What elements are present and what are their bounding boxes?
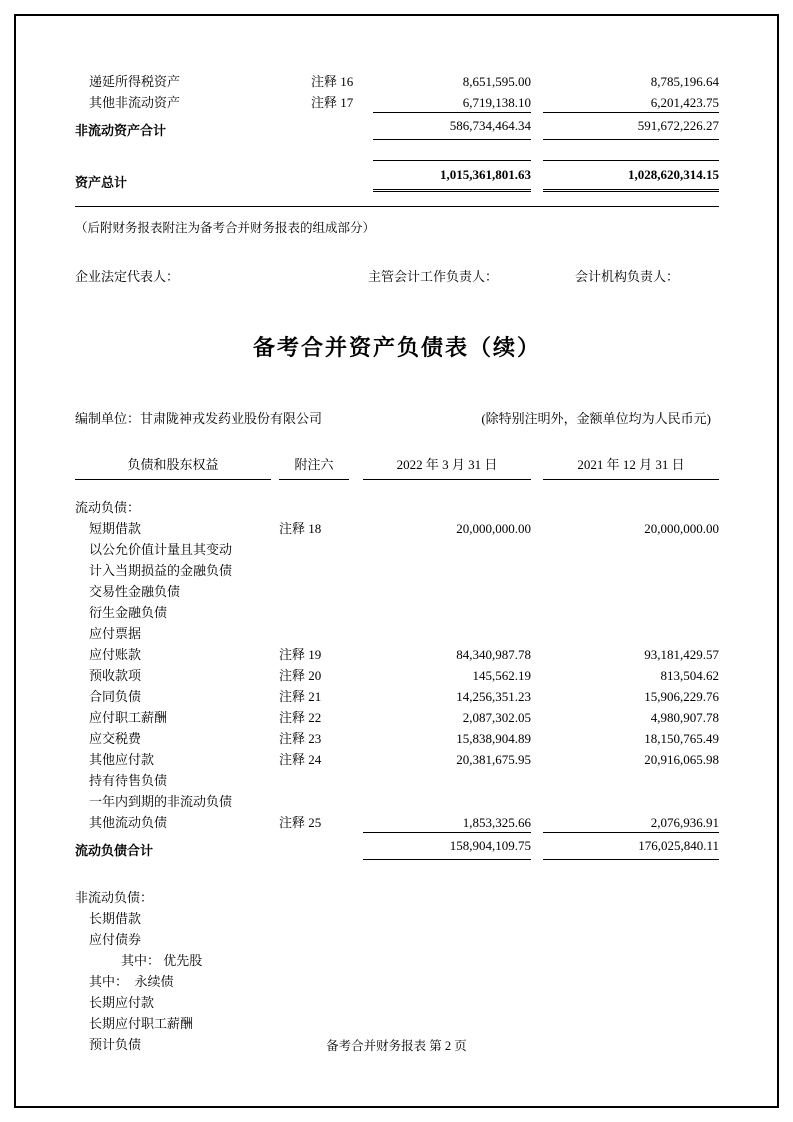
- row-label: 应付账款: [89, 647, 142, 662]
- row-note-ref: 注释 24: [279, 752, 322, 767]
- table-row: [75, 1012, 719, 1033]
- row-label: 交易性金融负债: [89, 584, 181, 599]
- row-note-ref: 注释 18: [279, 521, 322, 536]
- row-value-current-period: 158,904,109.75: [363, 832, 531, 860]
- assets-table-continued: [75, 70, 719, 192]
- row-label: 流动负债：: [75, 500, 141, 515]
- header-liabilities-equity: 负债和股东权益: [75, 455, 271, 480]
- table-row: [75, 727, 719, 748]
- row-label: 递延所得税资产: [89, 74, 181, 89]
- table-row: [75, 949, 719, 970]
- table-row: [75, 970, 719, 991]
- row-note-ref: 注释 21: [279, 689, 322, 704]
- table-row: [75, 748, 719, 769]
- table-row: [75, 538, 719, 559]
- row-value-prior-period: 591,672,226.27: [543, 112, 719, 140]
- row-label: 衍生金融负债: [89, 605, 168, 620]
- table-row: [75, 832, 719, 860]
- accounting-agency-label: 会计机构负责人：: [575, 269, 680, 284]
- row-value-current-period: 84,340,987.78: [456, 647, 531, 662]
- table-row: [75, 664, 719, 685]
- row-label: 应付职工薪酬: [89, 710, 168, 725]
- row-value-current-period: 1,853,325.66: [462, 815, 531, 830]
- table-row: [75, 559, 719, 580]
- table-row: [75, 643, 719, 664]
- table-row: [75, 580, 719, 601]
- row-label: 一年内到期的非流动负债: [89, 794, 233, 809]
- row-label: 其他非流动资产: [89, 95, 181, 110]
- row-value-current-period: 586,734,464.34: [373, 112, 531, 140]
- row-label: 其中： 优先股: [121, 953, 203, 968]
- row-label: 长期应付款: [89, 995, 155, 1010]
- row-value-prior-period: 4,980,907.78: [650, 710, 719, 725]
- page-title: 备考合并资产负债表（续）: [252, 335, 541, 360]
- table-row: [75, 496, 719, 517]
- row-label: 应付票据: [89, 626, 142, 641]
- row-value-current-period: 8,651,595.00: [462, 74, 531, 89]
- table-row: [75, 112, 719, 140]
- table-header-row: [75, 455, 719, 480]
- table-row: [75, 91, 719, 112]
- row-label: 预计负债: [89, 1037, 142, 1052]
- row-label: 长期借款: [89, 911, 142, 926]
- row-label: 其中： 永续债: [89, 974, 174, 989]
- document-page: [14, 14, 779, 1108]
- row-label: 非流动资产合计: [75, 123, 167, 138]
- table-row: [75, 706, 719, 727]
- row-label: 应付债券: [89, 932, 142, 947]
- row-value-prior-period: 20,916,065.98: [644, 752, 719, 767]
- header-date-prior: 2021 年 12 月 31 日: [543, 455, 719, 480]
- currency-unit-note: (除特别注明外，金额单位均为人民币元): [481, 411, 711, 426]
- page-footer: 备考合并财务报表 第 2 页: [326, 1039, 467, 1053]
- row-value-current-period: 20,381,675.95: [456, 752, 531, 767]
- row-value-prior-period: 18,150,765.49: [644, 731, 719, 746]
- table-row: [75, 991, 719, 1012]
- liabilities-table-body: [75, 496, 719, 1054]
- row-value-prior-period: 176,025,840.11: [543, 832, 719, 860]
- chief-accountant-label: 主管会计工作负责人：: [368, 269, 499, 284]
- row-label: 流动负债合计: [75, 843, 154, 858]
- row-value-current-period: 1,015,361,801.63: [373, 160, 531, 192]
- row-value-prior-period: 15,906,229.76: [644, 689, 719, 704]
- row-label: 其他应付款: [89, 752, 155, 767]
- row-note-ref: 注释 20: [279, 668, 322, 683]
- row-note-ref: 注释 23: [279, 731, 322, 746]
- table-row: [75, 517, 719, 538]
- row-label: 应交税费: [89, 731, 142, 746]
- header-date-current: 2022 年 3 月 31 日: [363, 455, 531, 480]
- row-value-prior-period: 93,181,429.57: [644, 647, 719, 662]
- row-value-prior-period: 813,504.62: [660, 668, 719, 683]
- row-value-current-period: 145,562.19: [472, 668, 531, 683]
- table-row: [75, 685, 719, 706]
- attachment-note: （后附财务报表附注为备考合并财务报表的组成部分）: [75, 221, 376, 235]
- liabilities-table: [75, 455, 719, 1054]
- row-label: 合同负债: [89, 689, 142, 704]
- table-row: [75, 160, 719, 192]
- row-label: 计入当期损益的金融负债: [89, 563, 233, 578]
- row-label: 以公允价值计量且其变动: [89, 542, 233, 557]
- legal-representative-label: 企业法定代表人：: [75, 269, 180, 284]
- row-value-current-period: 20,000,000.00: [456, 521, 531, 536]
- header-note-six: 附注六: [279, 455, 349, 480]
- row-value-current-period: 15,838,904.89: [456, 731, 531, 746]
- row-value-current-period: 14,256,351.23: [456, 689, 531, 704]
- row-note-ref: 注释 22: [279, 710, 322, 725]
- row-value-prior-period: 20,000,000.00: [644, 521, 719, 536]
- table-row: [75, 886, 719, 907]
- table-row: [75, 601, 719, 622]
- row-value-prior-period: 2,076,936.91: [650, 815, 719, 830]
- row-label: 资产总计: [75, 175, 128, 190]
- row-note-ref: 注释 25: [279, 815, 322, 830]
- row-value-prior-period: 1,028,620,314.15: [543, 160, 719, 192]
- table-row: [75, 811, 719, 832]
- table-row: [75, 790, 719, 811]
- table-row: [75, 70, 719, 91]
- prepared-by-label: 编制单位：甘肃陇神戎发药业股份有限公司: [75, 411, 323, 426]
- row-label: 长期应付职工薪酬: [89, 1016, 194, 1031]
- table-row: [75, 928, 719, 949]
- section-divider-line: [75, 206, 719, 207]
- table-row: [75, 860, 719, 886]
- row-label: 预收款项: [89, 668, 142, 683]
- prepared-by-row: [75, 408, 719, 427]
- row-label: 持有待售负债: [89, 773, 168, 788]
- table-row: [75, 769, 719, 790]
- row-note-ref: 注释 19: [279, 647, 322, 662]
- row-label: 其他流动负债: [89, 815, 168, 830]
- row-label: 非流动负债：: [75, 890, 154, 905]
- row-note-ref: 注释 16: [311, 74, 354, 89]
- signature-line: [75, 266, 719, 285]
- table-row: [75, 622, 719, 643]
- row-value-current-period: 6,719,138.10: [462, 95, 531, 110]
- row-value-prior-period: 8,785,196.64: [650, 74, 719, 89]
- row-note-ref: 注释 17: [311, 95, 354, 110]
- row-label: 短期借款: [89, 521, 142, 536]
- row-value-current-period: 2,087,302.05: [462, 710, 531, 725]
- row-value-prior-period: 6,201,423.75: [650, 95, 719, 110]
- table-row: [75, 907, 719, 928]
